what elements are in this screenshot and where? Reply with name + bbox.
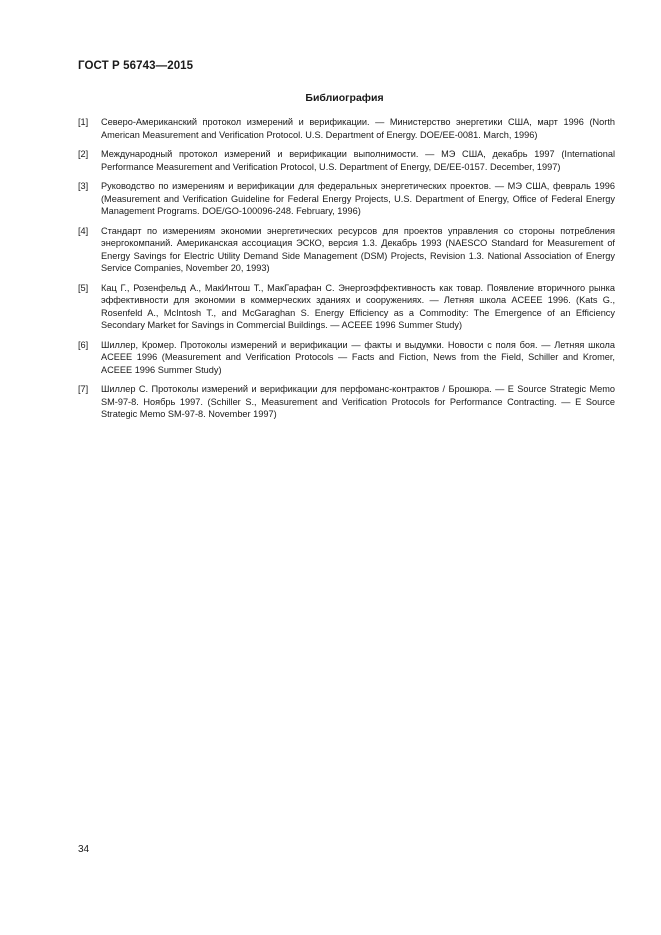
entry-number: [3]: [78, 181, 89, 191]
entry-number: [5]: [78, 282, 89, 293]
entry-text: Стандарт по измерениям экономии энергетических ресурсов для проектов управления со стороны потребления энергокомпаний. Американская ассоциация ЭСКО, версия 1.3. Декабрь 1993 (NAESCO Standard for Measurement of Energy Savings for Electric Utility Demand Side Management (DSM) Projects, Revision 1.3. National Association of Energy Service Companies, November 20, 1993): [101, 225, 615, 273]
entry-text: Руководство по измерениям и верификации для федеральных энергетических проектов. — МЭ США, февраль 1996 (Measurement and Verification Guideline for Federal Energy Projects, U.S. Department of Energy, Office of Federal Energy Management Programs. DOE/GO-100096-248. February, 1996): [101, 181, 615, 216]
entry-number: [2]: [78, 149, 89, 159]
entry-number: [7]: [78, 384, 89, 394]
entry-text: Международный протокол измерений и верификации выполнимости. — МЭ США, декабрь 1997 (International Performance Measurement and Verification Protocol, U.S. Department of Energy, DE/EE-0157. December, 1997): [101, 149, 615, 172]
bibliography-list: [78, 116, 615, 428]
entry-number: [6]: [78, 339, 89, 350]
bibliography-entry: [78, 282, 615, 332]
bibliography-entry: [78, 383, 615, 421]
bibliography-entry: [78, 116, 615, 141]
entry-text: Северо-Американский протокол измерений и верификации. — Министерство энергетики США, март 1996 (North American Measurement and Verification Protocol. U.S. Department of Energy. DOE/EE-0081. March, 1996): [101, 117, 615, 140]
entry-number: [4]: [78, 225, 89, 236]
bibliography-entry: [78, 339, 615, 377]
bibliography-entry: [78, 148, 615, 173]
entry-text: Кац Г., Розенфельд А., МакИнтош Т., МакГарафан С. Энергоэффективность как товар. Появление вторичного рынка эффективности для экономии в коммерческих зданиях и сооружениях. — Летняя школа ACEEE 1996. (Kats G., Rosenfeld A., McIntosh T., and McGaraghan S. Energy Efficiency as a Commodity: The Emergence of an Efficiency Secondary Market for Savings in Commercial Buildings. — ACEEE 1996 Summer Study): [101, 282, 615, 330]
bibliography-entry: [78, 180, 615, 218]
entry-text: Шиллер С. Протоколы измерений и верификации для перфоманс-контрактов / Брошюра. — E Source Strategic Memo SM-97-8. Ноябрь 1997. (Schiller S., Measurement and Verification Protocols for Performance Contracting. — E Source Strategic Memo SM-97-8. November 1997): [101, 384, 615, 419]
entry-text: Шиллер, Кромер. Протоколы измерений и верификации — факты и выдумки. Новости с поля боя. — Летняя школа ACEEE 1996 (Measurement and Verification Protocols — Facts and Fiction, News from the Field, Schiller and Kromer, ACEEE 1996 Summer Study): [101, 339, 615, 375]
section-title: Библиография: [305, 92, 384, 104]
page-number: 34: [78, 844, 90, 855]
entry-number: [1]: [78, 117, 89, 127]
document-code: ГОСТ Р 56743—2015: [78, 60, 194, 72]
bibliography-entry: [78, 225, 615, 275]
